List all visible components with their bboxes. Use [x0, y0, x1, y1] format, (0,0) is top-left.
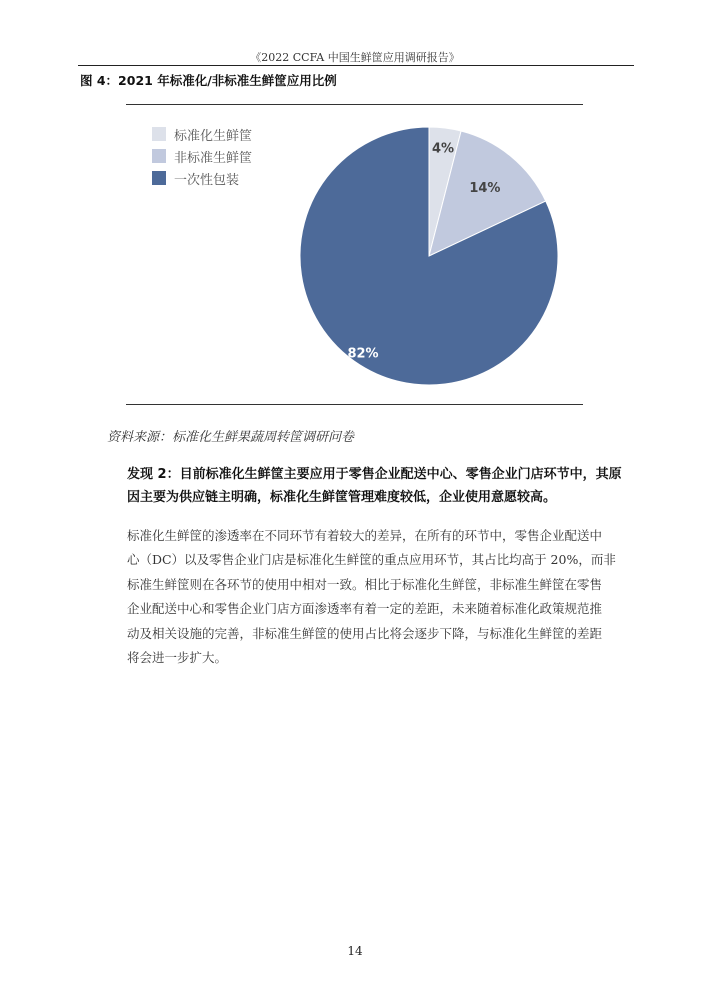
- figure-caption: 图 4：2021 年标准化/非标准生鲜筐应用比例: [80, 73, 337, 88]
- finding-line: 因主要为供应链主明确，标准化生鲜筐管理难度较低，企业使用意愿较高。: [127, 490, 557, 505]
- legend-swatch-nonstandard: [152, 149, 166, 163]
- body-line: 企业配送中心和零售企业门店方面渗透率有着一定的差距，未来随着标准化政策规范推: [127, 601, 603, 617]
- body-line: 标准生鲜筐则在各环节的使用中相对一致。相比于标准化生鲜筐，非标准生鲜筐在零售: [127, 576, 603, 592]
- header-rule: [78, 65, 634, 66]
- running-header: 《2022 CCFA 中国生鲜筐应用调研报告》: [250, 51, 460, 64]
- legend-item-nonstandard: [152, 145, 252, 167]
- body-line: 标准化生鲜筐的渗透率在不同环节有着较大的差异，在所有的环节中，零售企业配送中: [127, 528, 603, 543]
- body-paragraph: [127, 524, 647, 670]
- legend-label-nonstandard: 非标准生鲜筐: [174, 150, 253, 166]
- chart-bottom-rule: [126, 404, 583, 405]
- legend-label-disposable: 一次性包装: [174, 172, 240, 188]
- body-line: 动及相关设施的完善，非标准生鲜筐的使用占比将会逐步下降，与标准化生鲜筐的差距: [127, 625, 603, 641]
- finding-line: 发现 2：目前标准化生鲜筐主要应用于零售企业配送中心、零售企业门店环节中，其原: [127, 467, 622, 482]
- pie-label-nonstandard: 14%: [469, 180, 501, 196]
- legend-swatch-standard: [152, 127, 166, 141]
- legend-item-disposable: [152, 167, 252, 189]
- body-line: 心（DC）以及零售企业门店是标准化生鲜筐的重点应用环节，其占比均高于 20%，而非: [127, 552, 616, 568]
- pie-label-standard: 4%: [431, 141, 455, 157]
- legend-swatch-disposable: [152, 171, 166, 185]
- finding-heading: [127, 463, 647, 509]
- source-note: 资料来源：标准化生鲜果蔬周转筐调研问卷: [107, 430, 355, 445]
- pie-slices: [300, 127, 558, 385]
- pie-label-disposable: 82%: [347, 346, 379, 362]
- legend-label-standard: 标准化生鲜筐: [174, 128, 253, 144]
- legend-item-standard: [152, 123, 252, 145]
- body-line: 将会进一步扩大。: [127, 650, 228, 666]
- page-number: 14: [347, 944, 363, 958]
- chart-legend: [152, 123, 252, 189]
